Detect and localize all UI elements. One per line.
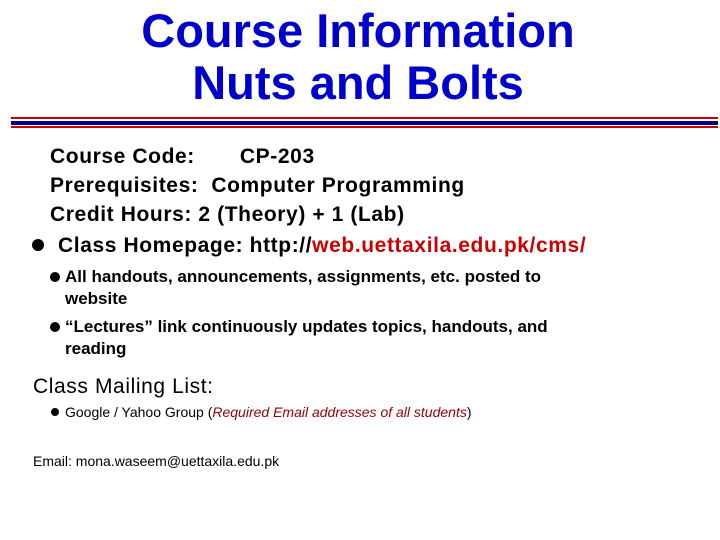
slide-title-line-1: Course Information bbox=[141, 4, 575, 57]
handouts-line-2: website bbox=[65, 289, 128, 308]
mailing-list-item bbox=[65, 404, 472, 420]
title-rule-top bbox=[11, 117, 718, 119]
course-code: Course Code: CP-203 bbox=[50, 145, 315, 168]
homepage-label: Class Homepage: http:// bbox=[58, 234, 313, 257]
required-note: Required Email addresses of all students bbox=[212, 404, 467, 420]
email-contact: Email: mona.waseem@uettaxila.edu.pk bbox=[33, 453, 280, 469]
bullet-icon bbox=[50, 322, 60, 332]
group-label-close: ) bbox=[466, 404, 472, 420]
mailing-list-heading: Class Mailing List: bbox=[33, 375, 214, 398]
prerequisites: Prerequisites: Computer Programming bbox=[50, 174, 465, 197]
class-homepage bbox=[58, 234, 586, 258]
lectures-line-2: reading bbox=[65, 339, 127, 358]
handouts-line-1: All handouts, announcements, assignments, etc. posted to bbox=[65, 267, 542, 286]
credit-hours: Credit Hours: 2 (Theory) + 1 (Lab) bbox=[50, 203, 405, 226]
title-rule-middle bbox=[11, 121, 718, 125]
bullet-icon bbox=[51, 408, 59, 416]
homepage-link[interactable]: web.uettaxila.edu.pk/cms/ bbox=[312, 234, 587, 257]
slide-title-line-2: Nuts and Bolts bbox=[192, 56, 524, 109]
bullet-icon bbox=[50, 272, 60, 282]
title-rule-bottom bbox=[11, 126, 718, 128]
bullet-icon bbox=[32, 239, 44, 251]
lectures-line-1: “Lectures” link continuously updates topics, handouts, and bbox=[65, 317, 548, 336]
group-label: Google / Yahoo Group ( bbox=[65, 404, 213, 420]
